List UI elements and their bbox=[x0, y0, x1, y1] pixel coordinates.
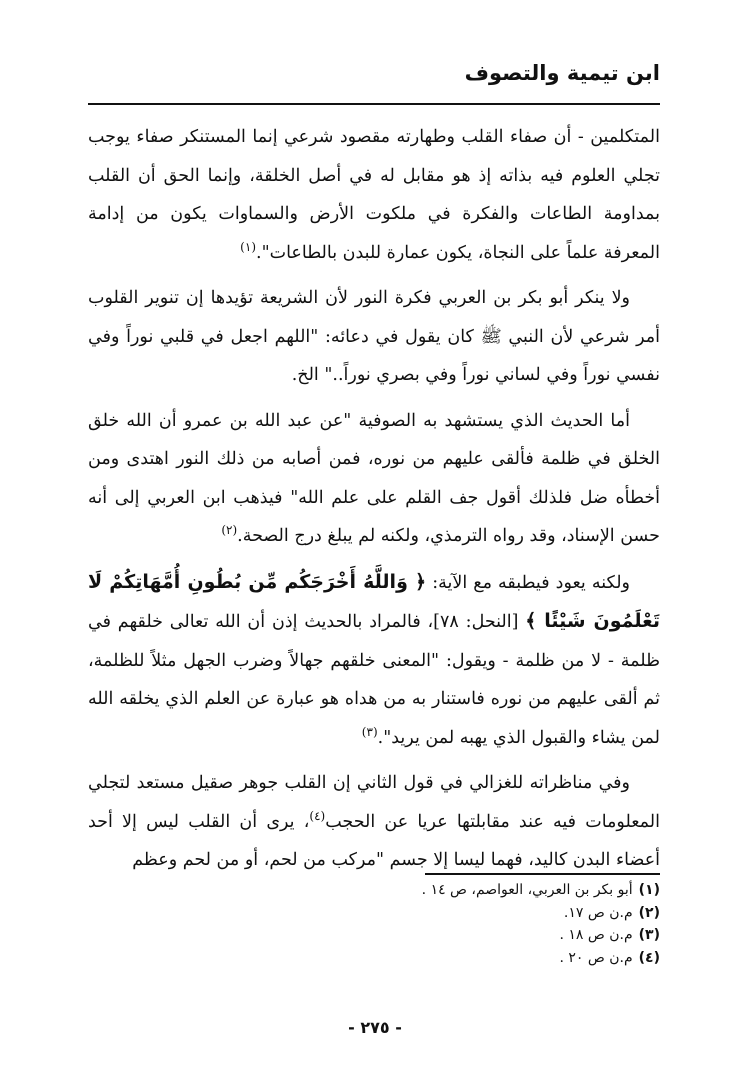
footnote-number: (٢) bbox=[638, 904, 660, 921]
footnote-text: أبو بكر بن العربي، العواصم، ص ١٤ . bbox=[421, 882, 633, 898]
header-rule bbox=[88, 103, 660, 105]
paragraph-text: وفي مناظراته للغزالي في قول الثاني إن القلب جوهر صقيل مستعد لتجلي المعلومات فيه عند مقابلتها عريا عن الحجب bbox=[88, 773, 660, 832]
paragraph bbox=[88, 402, 660, 556]
page-number: - ٢٧٥ - bbox=[348, 1018, 402, 1037]
quran-verse: ﴿ وَاللَّهُ أَخْرَجَكُم مِّن بُطُونِ أُمَّهَاتِكُمْ لَا تَعْلَمُونَ شَيْئًا ﴾ bbox=[88, 570, 660, 632]
footnotes bbox=[240, 879, 660, 969]
footnote-separator bbox=[425, 873, 660, 875]
paragraph bbox=[88, 279, 660, 395]
footnote-number: (١) bbox=[638, 882, 660, 898]
paragraph-text: ، يرى أن القلب ليس إلا أحد أعضاء البدن كاليد، فهما ليسا إلا جسم "مركب من لحم، أو من لحم وعظم bbox=[88, 811, 660, 870]
paragraph bbox=[88, 563, 660, 758]
footnote bbox=[240, 879, 660, 902]
footnote-marker: (٢) bbox=[221, 523, 238, 538]
footnote bbox=[240, 947, 660, 970]
footnote-text: م.ن ص ٢٠ . bbox=[559, 949, 633, 966]
paragraph bbox=[88, 118, 660, 272]
paragraph-text: المتكلمين - أن صفاء القلب وطهارته مقصود شرعي إنما المستنكر صفاء يوجب تجلي العلوم فيه بذاته إذ هو مقابل له في أصل الخلقة، وإنما الحق أن القلب بمداومة الطاعات والفكرة في ملكوت الأرض والسماوات يكون من إدامة المعرفة علماً على النجاة، يكون عمارة للبدن بالطاعات". bbox=[88, 127, 660, 263]
footnote-text: م.ن ص ١٨ . bbox=[559, 927, 633, 943]
footnote-text: م.ن ص ١٧. bbox=[563, 904, 633, 921]
footnote-marker: (٤) bbox=[309, 808, 326, 823]
footnote-number: (٤) bbox=[638, 949, 660, 966]
paragraph-text: ولا ينكر أبو بكر بن العربي فكرة النور لأن الشريعة تؤيدها إن تنوير القلوب أمر شرعي لأن النبي ﷺ كان يقول في دعائه: "اللهم اجعل في قلبي نوراً وفي نفسي نوراً وفي لساني نوراً وفي بصري نوراً.." الخ. bbox=[88, 288, 660, 385]
footnote bbox=[240, 902, 660, 925]
paragraph-text: [النحل: ٧٨]، فالمراد بالحديث إذن أن الله تعالى خلقهم في ظلمة - لا من ظلمة - ويقول: "المعنى خلقهم جهالاً وضرب الجهل مثلاً للظلمة، ثم ألقى عليهم من نوره فاستنار به من هداه هو عبارة عن العلم الذي يخلقه الله لمن يشاء والقبول الذي يهبه لمن يريد". bbox=[88, 612, 660, 748]
footnote-marker: (١) bbox=[240, 239, 256, 254]
paragraph-text: أما الحديث الذي يستشهد به الصوفية "عن عبد الله بن عمرو أن الله خلق الخلق في ظلمة فألقى عليهم من نوره، فمن أصابه من ذلك النور اهتدى ومن أخطأه ضل فلذلك أقول جف القلم على علم الله" فيذهب ابن العربي إلى أنه حسن الإسناد، وقد رواه الترمذي، ولكنه لم يبلغ درج الصحة. bbox=[88, 410, 660, 546]
paragraph-text: ولكنه يعود فيطبقه مع الآية: bbox=[426, 572, 630, 593]
main-text bbox=[88, 118, 660, 887]
footnote bbox=[240, 924, 660, 947]
footnote-marker: (٣) bbox=[361, 724, 378, 739]
running-title: ابن تيمية والتصوف bbox=[464, 61, 660, 85]
paragraph bbox=[88, 764, 660, 880]
footnote-number: (٣) bbox=[638, 927, 660, 943]
